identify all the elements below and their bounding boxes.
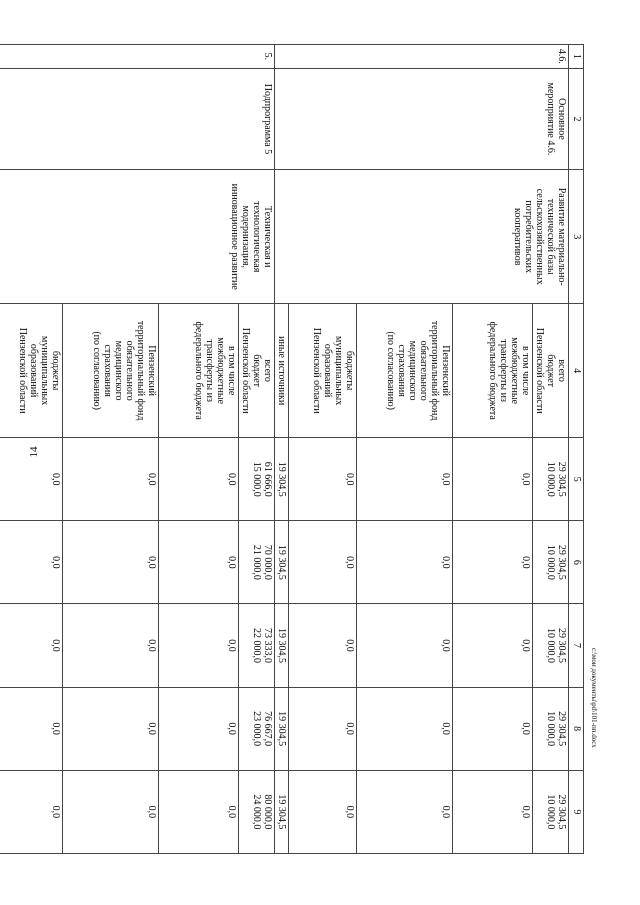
header-cell: 2 xyxy=(569,68,584,170)
amount-cell: 76 667,0 23 000,0 xyxy=(239,687,275,770)
amount-cell: 0,0 xyxy=(453,438,533,521)
header-cell: 6 xyxy=(569,521,584,604)
amount-cell: 29 304,5 10 000,0 xyxy=(533,438,569,521)
amount-cell: 0,0 xyxy=(63,604,159,687)
amount-cell: 0,0 xyxy=(0,438,63,521)
header-cell: 5 xyxy=(569,438,584,521)
amount-cell: 0,0 xyxy=(357,438,453,521)
amount-cell: 29 304,5 10 000,0 xyxy=(533,604,569,687)
funding-source-cell: Пензенский территориальный фонд обязательного медицинского страхования (по согласованию) xyxy=(357,304,453,438)
amount-cell: 19 304,5 xyxy=(275,521,289,604)
funding-source-cell: в том числе межбюджетные трансферты из федерального бюджета xyxy=(453,304,533,438)
funding-source-cell: бюджеты муниципальных образований Пензенской области xyxy=(289,304,357,438)
table-body xyxy=(0,45,584,854)
amount-cell: 73 333,0 22 000,0 xyxy=(239,604,275,687)
amount-cell: 0,0 xyxy=(159,521,239,604)
amount-cell: 0,0 xyxy=(159,687,239,770)
amount-cell: 0,0 xyxy=(357,521,453,604)
program-name-cell: Основное мероприятие 4.6. xyxy=(275,68,569,170)
description-cell: Техническая и технологическая модернизация, инновационное развитие xyxy=(0,170,275,304)
amount-cell: 80 000,0 24 000,0 xyxy=(239,770,275,853)
amount-cell: 0,0 xyxy=(289,438,357,521)
amount-cell: 0,0 xyxy=(357,770,453,853)
row-number-cell: 4.6. xyxy=(275,45,569,69)
header-cell: 1 xyxy=(569,45,584,69)
funding-source-cell: в том числе межбюджетные трансферты из федерального бюджета xyxy=(159,304,239,438)
amount-cell: 19 304,5 xyxy=(275,438,289,521)
funding-source-cell: Пензенский территориальный фонд обязательного медицинского страхования (по согласованию) xyxy=(63,304,159,438)
amount-cell: 19 304,5 xyxy=(275,770,289,853)
page-number: 14 xyxy=(28,446,40,458)
amount-cell: 0,0 xyxy=(159,438,239,521)
amount-cell: 0,0 xyxy=(0,604,63,687)
amount-cell: 0,0 xyxy=(63,521,159,604)
budget-table xyxy=(0,44,584,854)
header-cell: 4 xyxy=(569,304,584,438)
table-row xyxy=(239,45,275,854)
table-row xyxy=(533,45,569,854)
header-cell: 8 xyxy=(569,687,584,770)
amount-cell: 0,0 xyxy=(453,770,533,853)
footer-file-path: c:\мои документы\pd\101-пп.docx xyxy=(590,648,598,748)
amount-cell: 29 304,5 10 000,0 xyxy=(533,687,569,770)
funding-source-cell: иные источники xyxy=(275,304,289,438)
amount-cell: 29 304,5 10 000,0 xyxy=(533,521,569,604)
amount-cell: 0,0 xyxy=(453,604,533,687)
amount-cell: 70 000,0 21 000,0 xyxy=(239,521,275,604)
amount-cell: 29 304,5 10 000,0 xyxy=(533,770,569,853)
amount-cell: 0,0 xyxy=(453,521,533,604)
amount-cell: 0,0 xyxy=(0,687,63,770)
amount-cell: 0,0 xyxy=(357,604,453,687)
amount-cell: 0,0 xyxy=(289,770,357,853)
amount-cell: 0,0 xyxy=(159,770,239,853)
row-number-cell: 5. xyxy=(0,45,275,69)
amount-cell: 0,0 xyxy=(357,687,453,770)
header-row xyxy=(569,45,584,854)
amount-cell: 0,0 xyxy=(63,687,159,770)
description-cell: Развитие материально-технической базы сельскохозяйственных потребительских кооперативов xyxy=(275,170,569,304)
amount-cell: 0,0 xyxy=(453,687,533,770)
amount-cell: 0,0 xyxy=(289,687,357,770)
amount-cell: 19 304,5 xyxy=(275,687,289,770)
amount-cell: 0,0 xyxy=(159,604,239,687)
funding-source-cell: бюджеты муниципальных образований Пензенской области xyxy=(0,304,63,438)
amount-cell: 19 304,5 xyxy=(275,604,289,687)
amount-cell: 0,0 xyxy=(0,521,63,604)
header-cell: 3 xyxy=(569,170,584,304)
header-cell: 7 xyxy=(569,604,584,687)
amount-cell: 0,0 xyxy=(289,521,357,604)
amount-cell: 0,0 xyxy=(63,438,159,521)
amount-cell: 0,0 xyxy=(289,604,357,687)
funding-source-cell: всего бюджет Пензенской области xyxy=(239,304,275,438)
amount-cell: 0,0 xyxy=(0,770,63,853)
header-cell: 9 xyxy=(569,770,584,853)
program-name-cell: Подпрограмма 5 xyxy=(0,68,275,170)
amount-cell: 61 666,0 15 000,0 xyxy=(239,438,275,521)
amount-cell: 0,0 xyxy=(63,770,159,853)
funding-source-cell: всего бюджет Пензенской области xyxy=(533,304,569,438)
